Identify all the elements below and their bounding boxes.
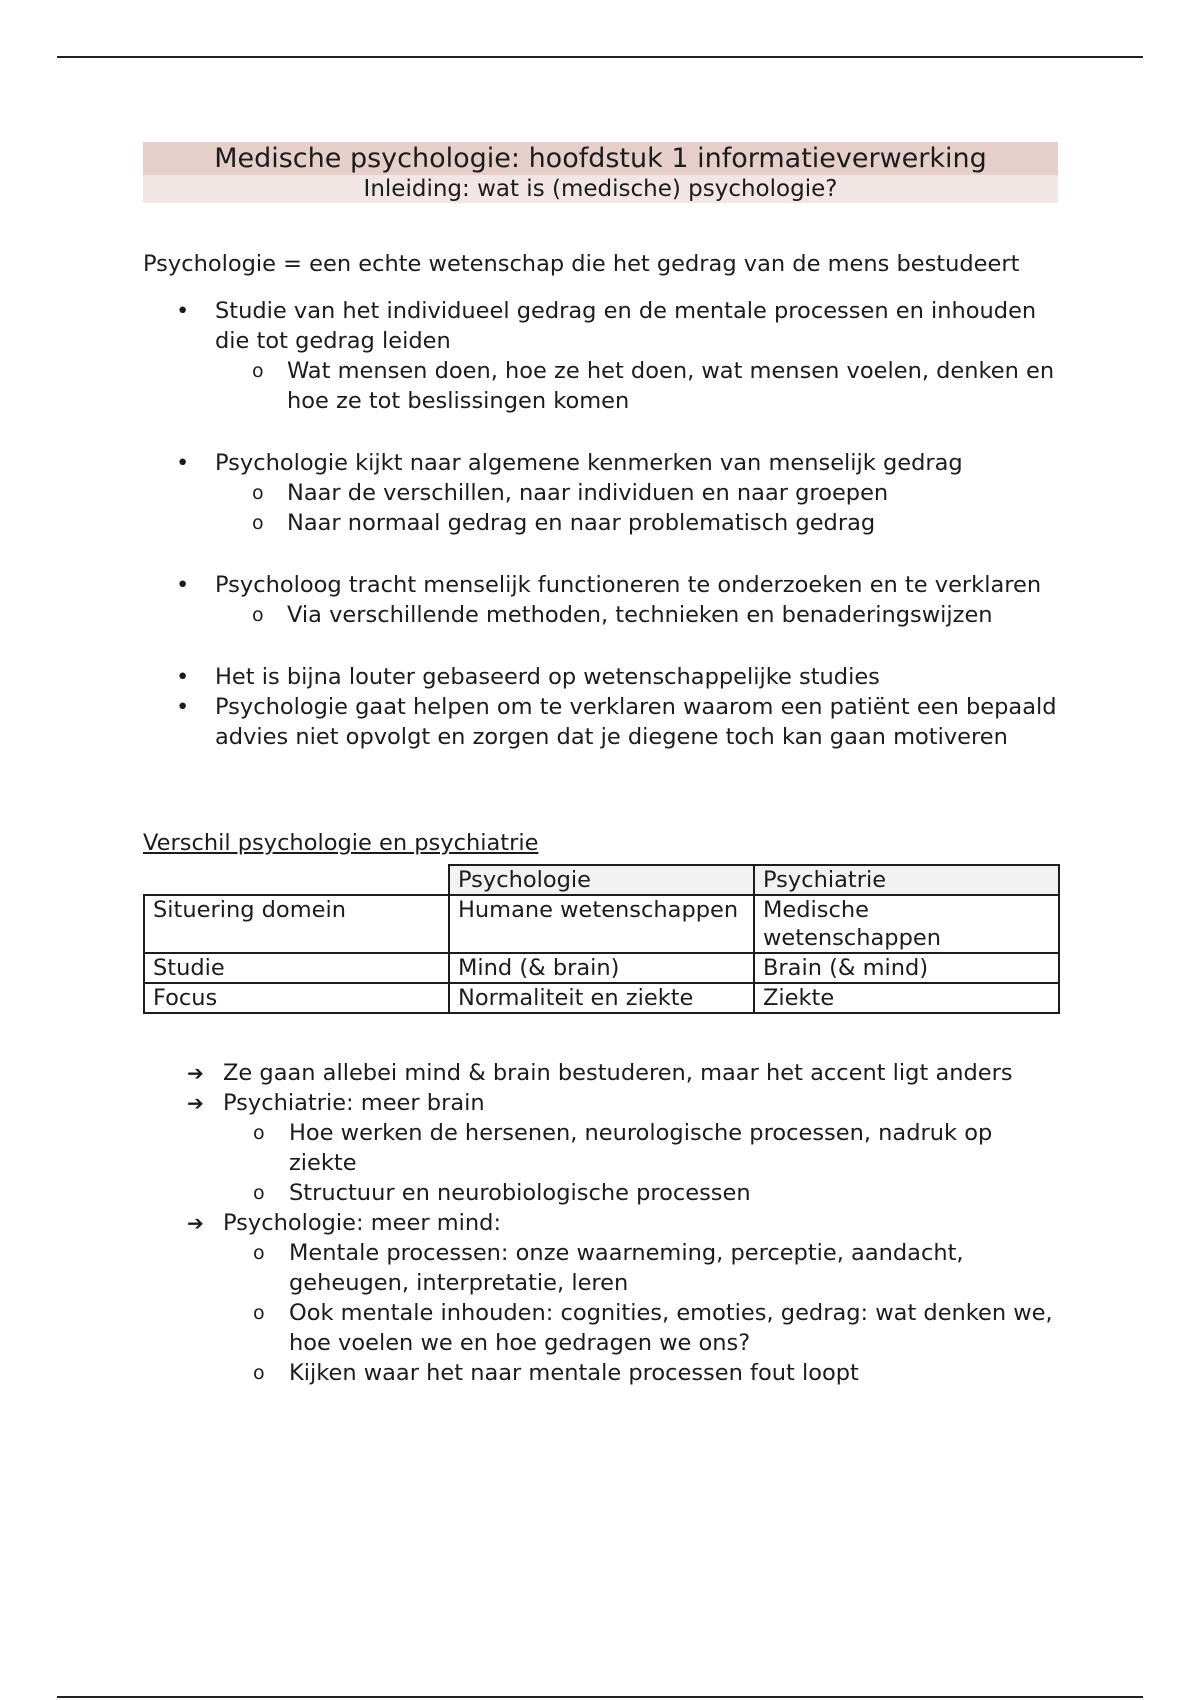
arrow-item — [143, 1208, 1058, 1388]
table-header-cell — [144, 865, 449, 895]
table-cell: Humane wetenschappen — [449, 895, 754, 953]
bullet-item: • Het is bijna louter gebaseerd op wetenschappelijke studies — [143, 662, 1058, 692]
table-cell: Studie — [144, 953, 449, 983]
sub-item: o Wat mensen doen, hoe ze het doen, wat mensen voelen, denken en hoe ze tot beslissingen komen — [143, 356, 1058, 416]
sub-item: o Ook mentale inhouden: cognities, emoties, gedrag: wat denken we, hoe voelen we en hoe gedragen we ons? — [143, 1298, 1058, 1358]
sub-item: o Kijken waar het naar mentale processen fout loopt — [143, 1358, 1058, 1388]
sub-list — [223, 1118, 1058, 1208]
table-header-cell: Psychologie — [449, 865, 754, 895]
table-cell: Normaliteit en ziekte — [449, 983, 754, 1013]
table-cell: Brain (& mind) — [754, 953, 1059, 983]
sub-list — [215, 356, 1058, 416]
table-cell: Medische wetenschappen — [754, 895, 1059, 953]
sub-item: o Structuur en neurobiologische processen — [143, 1178, 1058, 1208]
sub-item: o Via verschillende methoden, technieken en benaderingswijzen — [143, 600, 1058, 630]
comparison-table — [143, 864, 1060, 1014]
page-subtitle: Inleiding: wat is (medische) psychologie? — [143, 175, 1058, 203]
top-rule — [57, 56, 1143, 58]
sub-item: o Naar de verschillen, naar individuen en naar groepen — [143, 478, 1058, 508]
page-title: Medische psychologie: hoofdstuk 1 informatieverwerking — [143, 142, 1058, 175]
table-cell: Situering domein — [144, 895, 449, 953]
bullet-item: • Psychologie gaat helpen om te verklaren waarom een patiënt een bepaald advies niet opvolgt en zorgen dat je diegene toch kan gaan motiveren — [143, 692, 1058, 752]
arrow-list — [143, 1058, 1058, 1388]
table-row — [144, 983, 1059, 1013]
arrow-item: ➔ Ze gaan allebei mind & brain bestuderen, maar het accent ligt anders — [143, 1058, 1058, 1088]
bullet-text: Psycholoog tracht menselijk functioneren te onderzoeken en te verklaren — [215, 572, 1042, 598]
sub-list — [215, 600, 1058, 630]
title-block — [143, 142, 1058, 203]
section-heading: Verschil psychologie en psychiatrie — [143, 830, 539, 856]
table-row — [144, 953, 1059, 983]
table-cell: Mind (& brain) — [449, 953, 754, 983]
table-cell: Focus — [144, 983, 449, 1013]
bullet-item — [143, 570, 1058, 630]
sub-item: o Mentale processen: onze waarneming, perceptie, aandacht, geheugen, interpretatie, leren — [143, 1238, 1058, 1298]
document-page — [143, 142, 1058, 1388]
table-cell: Ziekte — [754, 983, 1059, 1013]
bullet-item — [143, 296, 1058, 416]
arrow-text: Psychologie: meer mind: — [223, 1210, 502, 1236]
table-header-cell: Psychiatrie — [754, 865, 1059, 895]
arrow-text: Psychiatrie: meer brain — [223, 1090, 485, 1116]
sub-item: o Hoe werken de hersenen, neurologische processen, nadruk op ziekte — [143, 1118, 1058, 1178]
bottom-rule — [57, 1696, 1143, 1698]
arrow-item — [143, 1088, 1058, 1208]
bullet-list — [143, 296, 1058, 752]
sub-list — [215, 478, 1058, 538]
bullet-text: Psychologie kijkt naar algemene kenmerken van menselijk gedrag — [215, 450, 963, 476]
table-row — [144, 895, 1059, 953]
intro-paragraph: Psychologie = een echte wetenschap die het gedrag van de mens bestudeert — [143, 251, 1020, 277]
bullet-item — [143, 448, 1058, 538]
sub-list — [223, 1238, 1058, 1388]
table-header-row — [144, 865, 1059, 895]
sub-item: o Naar normaal gedrag en naar problematisch gedrag — [143, 508, 1058, 538]
bullet-text: Studie van het individueel gedrag en de mentale processen en inhouden die tot gedrag leiden — [215, 298, 1037, 354]
